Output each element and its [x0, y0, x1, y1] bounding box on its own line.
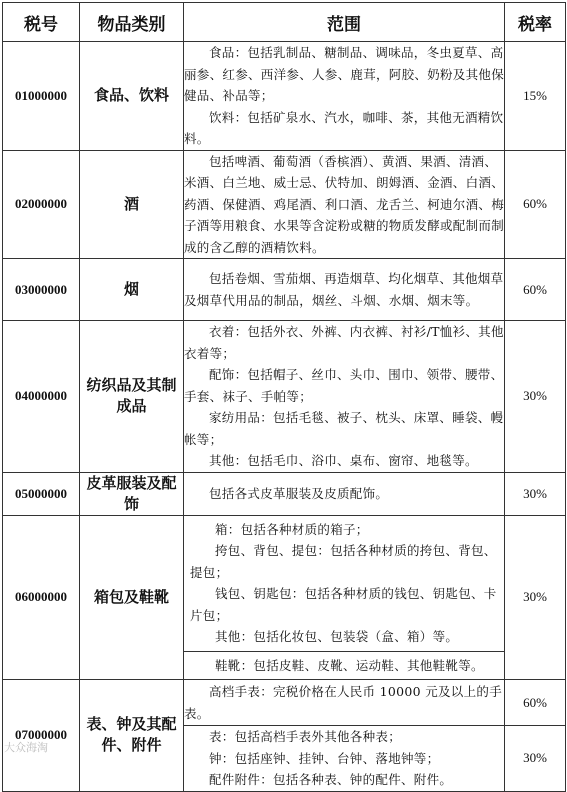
- code-cell: 04000000: [3, 321, 80, 473]
- code-cell: 06000000: [3, 515, 80, 680]
- rate-cell: 60%: [505, 680, 566, 726]
- table-row: [3, 42, 566, 151]
- table-row: [3, 472, 566, 515]
- watermark-text: 大众海淘: [4, 741, 48, 754]
- header-scope: 范围: [184, 3, 505, 42]
- rate-cell: 60%: [505, 259, 566, 321]
- scope-line: 衣着：包括外衣、外裤、内衣裤、衬衫/T恤衫、其他衣着等；: [184, 324, 504, 361]
- header-category: 物品类别: [80, 3, 184, 42]
- category-cell: 酒: [80, 150, 184, 259]
- scope-line: 表：包括高档手表外其他各种表；: [209, 729, 402, 744]
- rate-cell: 30%: [505, 321, 566, 473]
- table-row: [3, 259, 566, 321]
- scope-cell: [184, 150, 505, 259]
- scope-line: 高档手表：完税价格在人民币 10000 元及以上的手表。: [184, 684, 503, 721]
- scope-line: 包括各式皮革服装及皮质配饰。: [209, 485, 389, 501]
- scope-line: 挎包、背包、提包：包括各种材质的挎包、背包、提包；: [190, 543, 497, 580]
- rate-cell: 30%: [505, 515, 566, 680]
- scope-line: 钟：包括座钟、挂钟、台钟、落地钟等；: [209, 750, 440, 766]
- category-cell: 皮革服装及配饰: [80, 472, 184, 515]
- rate-cell: 30%: [505, 726, 566, 792]
- scope-line: 其他：包括毛巾、浴巾、桌布、窗帘、地毯等。: [209, 453, 478, 468]
- tariff-table: [2, 2, 566, 792]
- scope-line: 包括啤酒、葡萄酒（香槟酒）、黄酒、果酒、清酒、米酒、白兰地、威士忌、伏特加、朗姆酒、金酒、白酒、药酒、保健酒、鸡尾酒、利口酒、龙舌兰、柯迪尔酒、梅子酒等用粮食、水果等含淀粉或糖的物质发酵或配制而制成的含乙醇的酒精饮料。: [184, 153, 505, 255]
- scope-cell: [184, 42, 505, 151]
- scope-line: 配件附件：包括各种表、钟的配件、附件。: [209, 772, 453, 787]
- scope-line: 包括卷烟、雪茄烟、再造烟草、均化烟草、其他烟草及烟草代用品的制品，烟丝、斗烟、水烟、烟末等。: [184, 271, 504, 308]
- scope-cell: [184, 472, 505, 515]
- scope-line: 配饰：包括帽子、丝巾、头巾、围巾、领带、腰带、手套、袜子、手帕等；: [184, 367, 504, 404]
- category-cell: 纺织品及其制成品: [80, 321, 184, 473]
- scope-cell: [184, 680, 505, 726]
- scope-cell: [184, 259, 505, 321]
- code-cell: 07000000: [3, 680, 80, 792]
- scope-line: 其他：包括化妆包、包装袋（盒、箱）等。: [215, 629, 459, 644]
- category-cell: 表、钟及其配件、附件: [80, 680, 184, 792]
- scope-cell: [184, 515, 505, 680]
- header-row: [3, 3, 566, 42]
- scope-subblock: [184, 516, 504, 652]
- code-cell: 05000000: [3, 472, 80, 515]
- scope-line: 饮料：包括矿泉水、汽水，咖啡、茶，其他无酒精饮料。: [184, 109, 504, 146]
- category-cell: 烟: [80, 259, 184, 321]
- scope-cell: [184, 321, 505, 473]
- rate-cell: 60%: [505, 150, 566, 259]
- scope-cell: [184, 726, 505, 792]
- table-row: [3, 150, 566, 259]
- category-cell: 食品、饮料: [80, 42, 184, 151]
- code-cell: 03000000: [3, 259, 80, 321]
- rate-cell: 15%: [505, 42, 566, 151]
- table-row: [3, 321, 566, 473]
- table-row: [3, 680, 566, 726]
- header-rate: 税率: [505, 3, 566, 42]
- scope-line: 箱：包括各种材质的箱子；: [215, 521, 369, 537]
- rate-cell: 30%: [505, 472, 566, 515]
- category-cell: 箱包及鞋靴: [80, 515, 184, 680]
- code-cell: 01000000: [3, 42, 80, 151]
- table-row: [3, 515, 566, 680]
- scope-line: 家纺用品：包括毛毯、被子、枕头、床罩、睡袋、幔帐等；: [184, 410, 504, 447]
- header-code: 税号: [3, 3, 80, 42]
- scope-line: 食品：包括乳制品、糖制品、调味品，冬虫夏草、高丽参、红参、西洋参、人参、鹿茸，阿胶、奶粉及其他保健品、补品等；: [184, 45, 505, 103]
- scope-line: 鞋靴：包括皮鞋、皮靴、运动鞋、其他鞋靴等。: [215, 657, 484, 673]
- scope-subblock: [184, 652, 504, 680]
- code-cell: 02000000: [3, 150, 80, 259]
- scope-line: 钱包、钥匙包：包括各种材质的钱包、钥匙包、卡片包；: [190, 586, 497, 623]
